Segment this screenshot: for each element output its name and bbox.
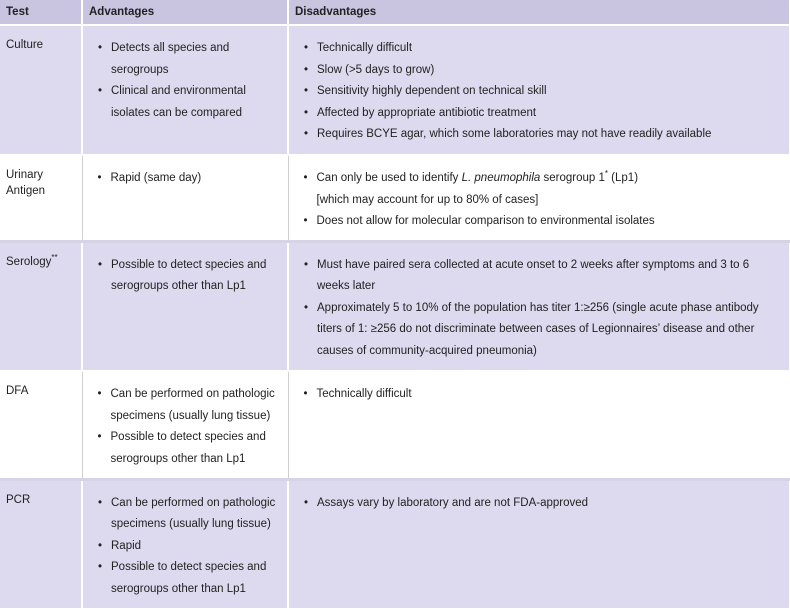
table-row-dfa <box>0 371 790 479</box>
list-item: • Requires BCYE agar, which some laboratories may not have readily available <box>304 128 712 140</box>
header-disadvantages: Disadvantages <box>288 0 790 25</box>
disadvantages-cell <box>288 479 790 609</box>
test-name: Culture <box>0 25 82 155</box>
list-item: • Sensitivity highly dependent on technical skill <box>304 85 547 97</box>
test-name: Serology** <box>0 241 82 371</box>
list-item: • Affected by appropriate antibiotic treatment <box>304 106 537 119</box>
list-item: • Rapid <box>98 539 142 552</box>
list-item: • Approximately 5 to 10% of the population has titer 1:≥256 (single acute phase antibody titers of 1: ≥256 do not discriminate between cases of Legionnaires’ disease and other causes of community-acquired pneumonia) <box>304 301 759 357</box>
table-row-serology <box>0 241 790 371</box>
header-test: Test <box>0 0 82 25</box>
disadvantages-cell <box>288 371 790 479</box>
list-item: • Rapid (same day) <box>97 172 202 184</box>
disadvantages-cell <box>288 155 790 241</box>
advantages-cell <box>82 371 288 479</box>
advantages-cell <box>82 155 288 241</box>
list-item: • Must have paired sera collected at acute onset to 2 weeks after symptoms and 3 to 6 weeks later <box>304 258 750 292</box>
list-item: • Assays vary by laboratory and are not FDA-approved <box>304 496 589 509</box>
list-item: • Detects all species and serogroups <box>98 42 230 76</box>
list-item: • Can be performed on pathologic specimens (usually lung tissue) <box>97 388 275 422</box>
advantages-cell <box>82 479 288 609</box>
list-item: • Possible to detect species and serogroups other than Lp1 <box>98 258 267 292</box>
table-row-culture <box>0 25 790 155</box>
test-name: Urinary Antigen <box>0 155 82 241</box>
list-item: • Technically difficult <box>303 388 412 400</box>
disadvantages-cell <box>288 25 790 155</box>
test-name: DFA <box>0 371 82 479</box>
advantages-cell <box>82 25 288 155</box>
table-row-pcr <box>0 479 790 609</box>
list-item: • Can only be used to identify L. pneumophila serogroup 1* (Lp1) [which may account for up to 80% of cases] <box>303 169 639 206</box>
table-row-urinary-antigen <box>0 155 790 241</box>
advantages-cell <box>82 241 288 371</box>
header-advantages: Advantages <box>82 0 288 25</box>
list-item: • Clinical and environmental isolates can be compared <box>98 85 246 119</box>
header-row <box>0 0 790 25</box>
test-name: PCR <box>0 479 82 609</box>
list-item: • Can be performed on pathologic specimens (usually lung tissue) <box>98 496 276 530</box>
list-item: • Possible to detect species and serogroups other than Lp1 <box>98 561 267 595</box>
disadvantages-cell <box>288 241 790 371</box>
list-item: • Technically difficult <box>304 42 413 54</box>
list-item: • Does not allow for molecular comparison to environmental isolates <box>303 215 655 227</box>
list-item: • Slow (>5 days to grow) <box>304 63 435 76</box>
list-item: • Possible to detect species and serogroups other than Lp1 <box>97 431 266 465</box>
